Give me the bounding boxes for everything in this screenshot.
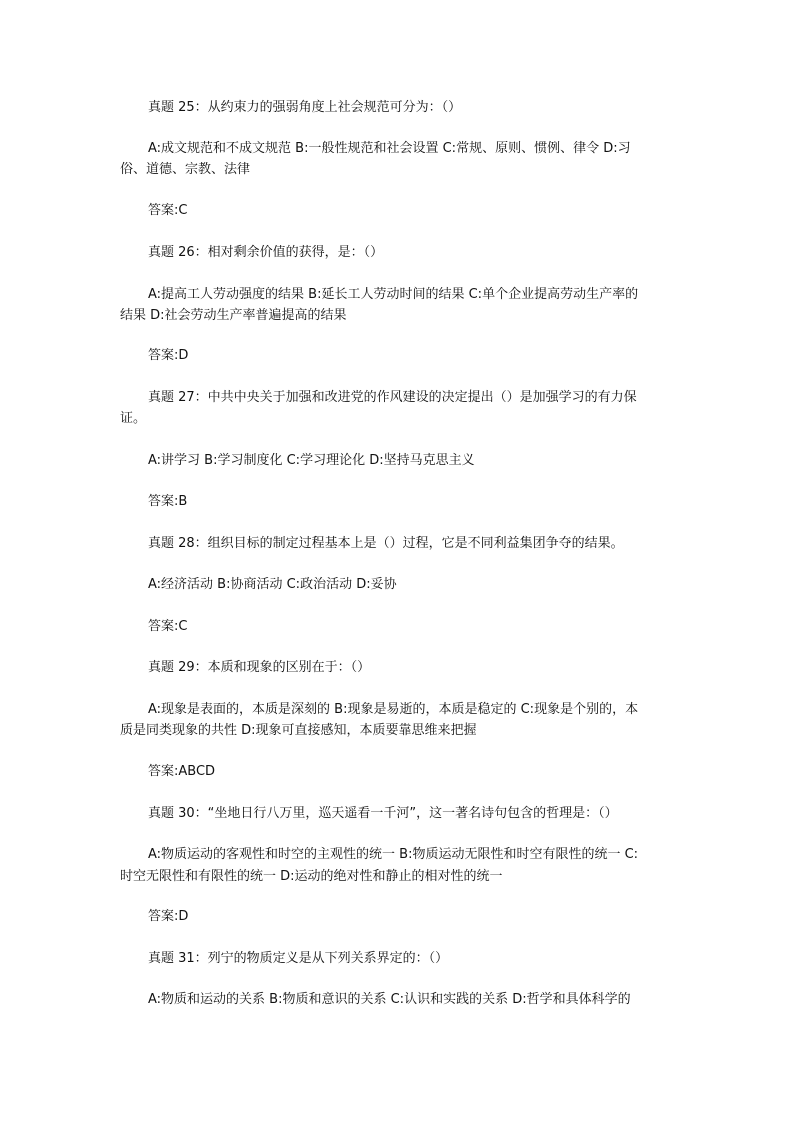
question-29-text: 真题 29：本质和现象的区别在于：（） — [148, 660, 371, 675]
question-29-options-line2: 质是同类现象的共性 D:现象可直接感知，本质要靠思维来把握 — [120, 723, 477, 738]
question-27-answer: 答案:B — [148, 494, 188, 509]
question-30-options-line2: 时空无限性和有限性的统一 D:运动的绝对性和静止的相对性的统一 — [120, 869, 503, 884]
question-27-options: A:讲学习 B:学习制度化 C:学习理论化 D:坚持马克思主义 — [148, 453, 475, 468]
question-31-options-line1: A:物质和运动的关系 B:物质和意识的关系 C:认识和实践的关系 D:哲学和具体科学的 — [148, 992, 631, 1007]
question-26-answer: 答案:D — [148, 348, 189, 363]
question-28-text: 真题 28：组织目标的制定过程基本上是（）过程，它是不同利益集团争夺的结果。 — [148, 536, 624, 551]
question-25-text: 真题 25：从约束力的强弱角度上社会规范可分为：（） — [148, 100, 462, 115]
question-25-options-line2: 俗、道德、宗教、法律 — [120, 162, 251, 177]
question-30-answer: 答案:D — [148, 909, 189, 924]
question-26-options-line2: 结果 D:社会劳动生产率普遍提高的结果 — [120, 308, 347, 323]
question-30-options-line1: A:物质运动的客观性和时空的主观性的统一 B:物质运动无限性和时空有限性的统一 C: — [148, 847, 639, 862]
question-27-text-line1: 真题 27：中共中央关于加强和改进党的作风建设的决定提出（）是加强学习的有力保 — [148, 390, 637, 405]
question-25-options-line1: A:成文规范和不成文规范 B:一般性规范和社会设置 C:常规、原则、惯例、律令 D:习 — [148, 141, 631, 156]
question-26-options-line1: A:提高工人劳动强度的结果 B:延长工人劳动时间的结果 C:单个企业提高劳动生产率的 — [148, 287, 639, 302]
question-29-options-line1: A:现象是表面的，本质是深刻的 B:现象是易逝的，本质是稳定的 C:现象是个别的，本 — [148, 702, 639, 717]
question-26-text: 真题 26：相对剩余价值的获得，是：（） — [148, 245, 384, 260]
question-31-text: 真题 31：列宁的物质定义是从下列关系界定的：（） — [148, 951, 449, 966]
question-30-text: 真题 30：“坐地日行八万里，巡天遥看一千河”，这一著名诗句包含的哲理是：（） — [148, 806, 618, 821]
question-28-answer: 答案:C — [148, 619, 188, 634]
question-25-answer: 答案:C — [148, 203, 188, 218]
question-27-text-line2: 证。 — [120, 411, 147, 426]
question-28-options: A:经济活动 B:协商活动 C:政治活动 D:妥协 — [148, 577, 397, 592]
question-29-answer: 答案:ABCD — [148, 764, 216, 779]
